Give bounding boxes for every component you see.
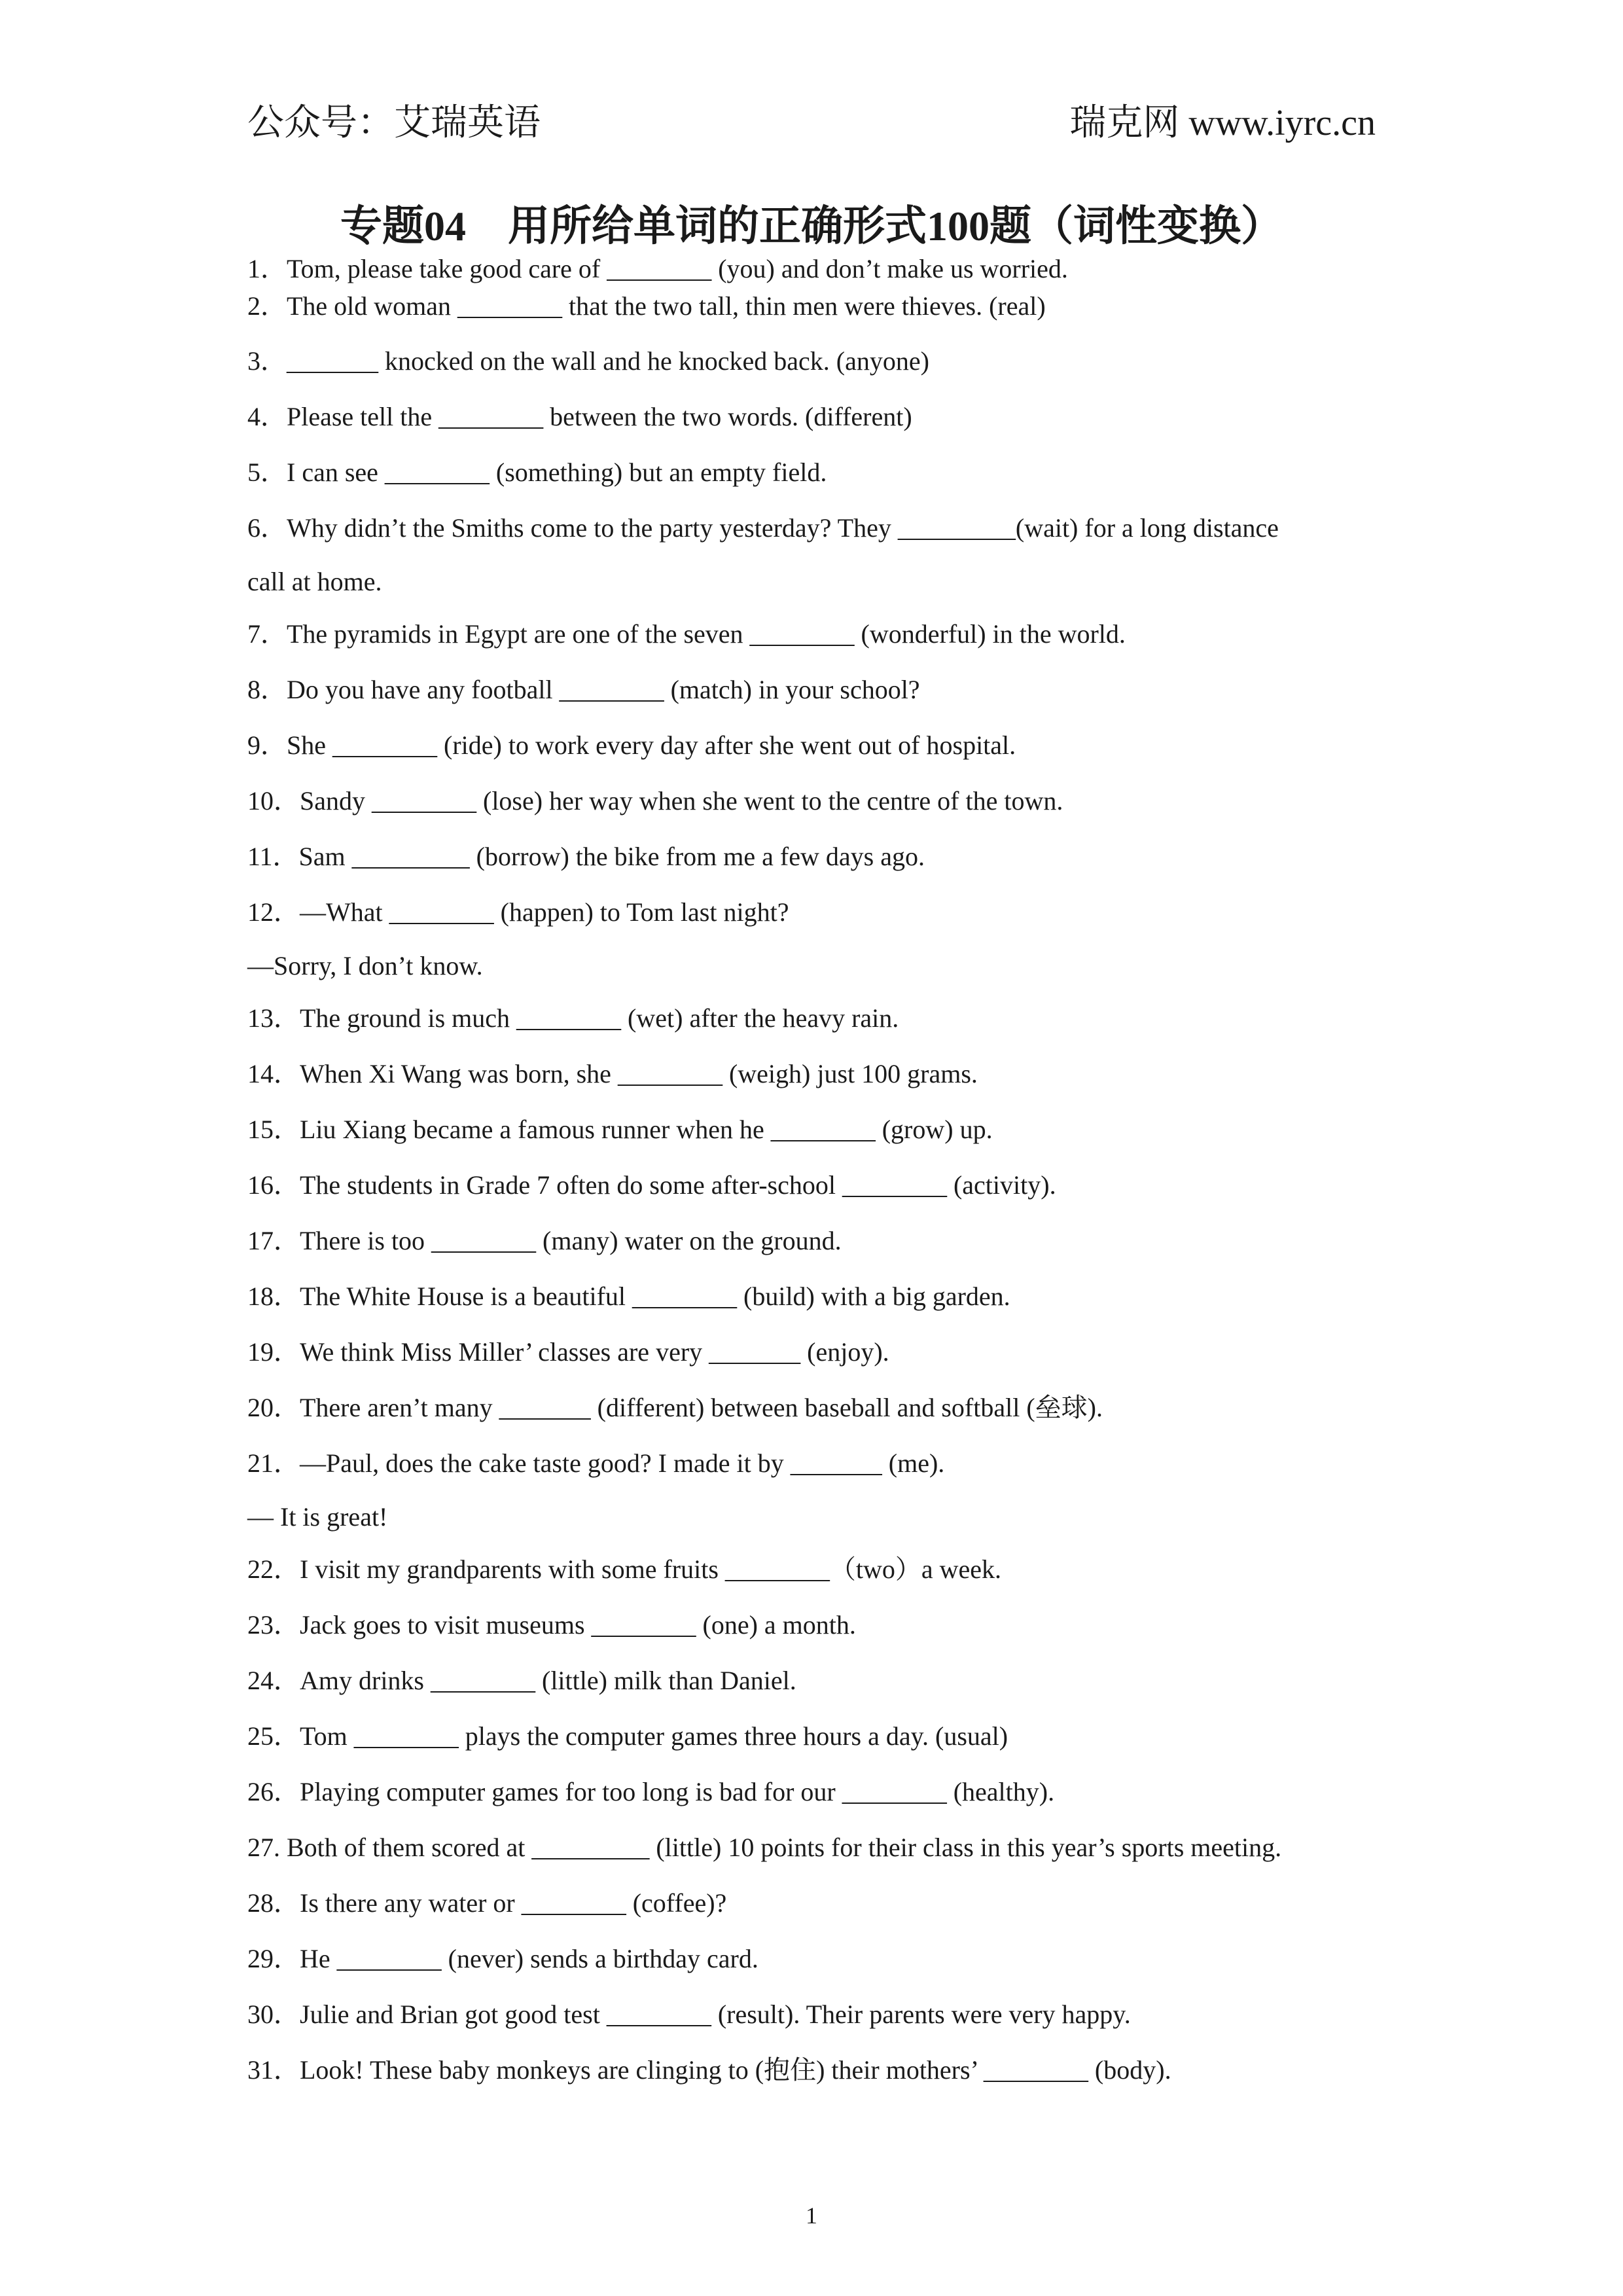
question-line: 23．Jack goes to visit museums ________ (one) a month.	[247, 1610, 856, 1640]
question-line: 13．The ground is much ________ (wet) after the heavy rain.	[247, 1003, 899, 1033]
question-line: 1．Tom, please take good care of ________ (you) and don’t make us worried.	[247, 254, 1068, 283]
question-line: 12．—What ________ (happen) to Tom last night?	[247, 897, 789, 927]
question-line: 2．The old woman ________ that the two tall, thin men were thieves. (real)	[247, 291, 1046, 321]
header-wechat-account: 公众号：艾瑞英语	[247, 103, 541, 143]
question-line: 15．Liu Xiang became a famous runner when he ________ (grow) up.	[247, 1115, 993, 1144]
question-line: 5．I can see ________ (something) but an empty field.	[247, 457, 827, 487]
question-answer-line: — It is great!	[247, 1502, 388, 1532]
question-line: 30．Julie and Brian got good test ________ (result). Their parents were very happy.	[247, 2000, 1131, 2029]
question-line: 17．There is too ________ (many) water on the ground.	[247, 1226, 842, 1255]
question-line: 28．Is there any water or ________ (coffee)?	[247, 1888, 727, 1918]
question-line: 4．Please tell the ________ between the two words. (different)	[247, 402, 912, 431]
question-line: 24．Amy drinks ________ (little) milk than Daniel.	[247, 1666, 796, 1695]
question-line: 8．Do you have any football ________ (match) in your school?	[247, 675, 920, 704]
question-line: 3．_______ knocked on the wall and he knocked back. (anyone)	[247, 346, 929, 376]
question-line: 14．When Xi Wang was born, she ________ (weigh) just 100 grams.	[247, 1059, 978, 1088]
question-line: 25．Tom ________ plays the computer games three hours a day. (usual)	[247, 1721, 1008, 1751]
question-line: 21．—Paul, does the cake taste good? I made it by _______ (me).	[247, 1448, 945, 1478]
question-line: 20．There aren’t many _______ (different) between baseball and softball (垒球).	[247, 1393, 1103, 1422]
question-line: 19．We think Miss Miller’ classes are very _______ (enjoy).	[247, 1337, 889, 1367]
question-line: 7．The pyramids in Egypt are one of the seven ________ (wonderful) in the world.	[247, 619, 1126, 649]
page-title: 专题04 用所给单词的正确形式100题（词性变换）	[340, 203, 1283, 249]
question-line: 16．The students in Grade 7 often do some after-school ________ (activity).	[247, 1170, 1056, 1200]
question-line: 29．He ________ (never) sends a birthday card.	[247, 1944, 758, 1973]
question-line: 27. Both of them scored at _________ (little) 10 points for their class in this year’s sports meeting.	[247, 1833, 1282, 1862]
page-number: 1	[806, 2202, 817, 2229]
question-line: 11．Sam _________ (borrow) the bike from me a few days ago.	[247, 842, 925, 871]
question-line: 10．Sandy ________ (lose) her way when she went to the centre of the town.	[247, 786, 1063, 816]
question-line: 31．Look! These baby monkeys are clinging to (抱住) their mothers’ ________ (body).	[247, 2055, 1171, 2085]
question-line: 18．The White House is a beautiful ________ (build) with a big garden.	[247, 1282, 1010, 1311]
question-line-continuation: call at home.	[247, 567, 382, 596]
question-answer-line: —Sorry, I don’t know.	[247, 951, 483, 980]
question-line: 26．Playing computer games for too long is bad for our ________ (healthy).	[247, 1777, 1055, 1806]
question-line: 6．Why didn’t the Smiths come to the party yesterday? They _________(wait) for a long distance	[247, 513, 1279, 543]
question-line: 9．She ________ (ride) to work every day after she went out of hospital.	[247, 730, 1016, 760]
question-line: 22．I visit my grandparents with some fruits ________（two）a week.	[247, 1554, 1002, 1584]
header-website: 瑞克网 www.iyrc.cn	[1069, 103, 1376, 143]
